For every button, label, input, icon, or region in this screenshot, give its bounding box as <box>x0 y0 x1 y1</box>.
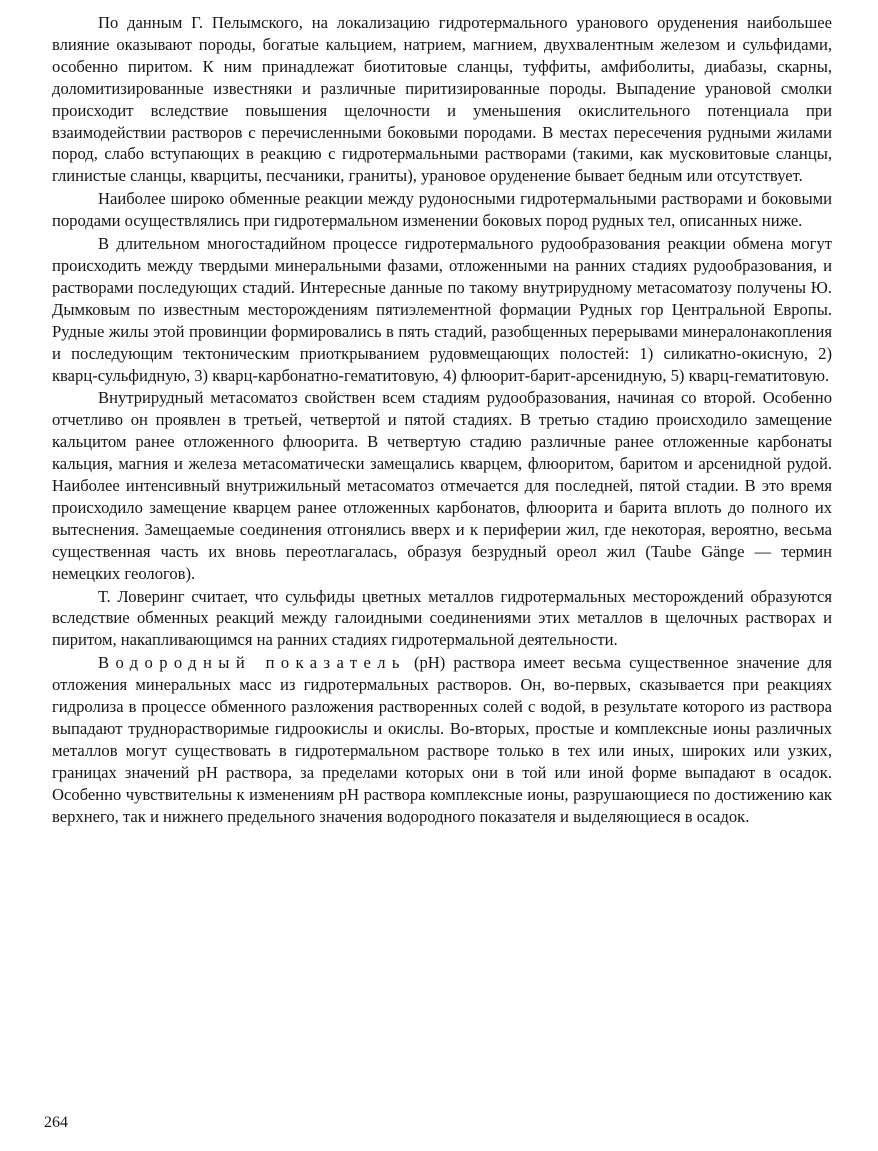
paragraph-ph <box>52 652 832 827</box>
paragraph: В длительном многостадийном процессе гидротермального рудообразования реакции обмена могут происходить между твердыми минеральными фазами, отложенными на ранних стадиях рудообразования, и растворами последующих стадий. Интересные данные по такому внутрирудному метасоматозу получены Ю. Дымковым по известным месторождениям пятиэлементной формации Рудных гор Центральной Европы. Рудные жилы этой провинции формировались в пять стадий, разобщенных перерывами минералонакопления и последующим тектоническим приоткрыванием рудовмещающих полостей: 1) силикатно-окисную, 2) кварц-сульфидную, 3) кварц-карбонатно-гематитовую, 4) флюорит-барит-арсенидную, 5) кварц-гематитовую. <box>52 234 832 385</box>
paragraph: По данным Г. Пелымского, на локализацию гидротермального уранового оруденения наибольшее влияние оказывают породы, богатые кальцием, натрием, магнием, двухвалентным железом и сульфидами, особенно пиритом. К ним принадлежат биотитовые сланцы, туффиты, амфиболиты, диабазы, скарны, доломитизированные известняки и различные пиритизированные породы. Выпадение урановой смолки происходит вследствие повышения щелочности и уменьшения окислительного потенциала при взаимодействии растворов с перечисленными боковыми породами. В местах пересечения рудными жилами пород, слабо вступающих в реакцию с гидротермальными растворами (такими, как мусковитовые сланцы, глинистые сланцы, кварциты, песчаники, граниты), урановое оруденение бывает бедным или отсутствует. <box>52 13 832 186</box>
paragraph-text: (pH) раствора имеет весьма существенное значение для отложения минеральных масс из гидротермальных растворов. Он, во-первых, сказывается при реакциях гидролиза в процессе обменного разложения растворенных солей с водой, в результате которого из раствора выпадают труднорастворимые гидроокислы и окислы. Во-вторых, простые и комплексные ионы различных металлов могут существовать в гидротермальном растворе только в тех или иных, широких или узких, границах значений pH раствора, за пределами которых они в той или иной форме выпадают в осадок. Особенно чувствительны к изменениям pH раствора комплексные ионы, разрушающиеся по достижению как верхнего, так и нижнего предельного значения водородного показателя и выделяющиеся в осадок. <box>52 653 832 826</box>
spaced-term: Водородный показатель <box>98 653 406 673</box>
paragraph: Наиболее широко обменные реакции между рудоносными гидротермальными растворами и боковыми породами осуществлялись при гидротермальном изменении боковых пород рудных тел, описанных ниже. <box>52 189 832 231</box>
paragraph: Внутрирудный метасоматоз свойствен всем стадиям рудообразования, начиная со второй. Особенно отчетливо он проявлен в третьей, четвертой и пятой стадиях. В третью стадию происходило замещение кальцитом ранее отложенного флюорита. В четвертую стадию различные ранее отложенные карбонаты кальция, магния и железа метасоматически замещались кварцем, флюоритом, баритом и арсенидной рудой. Наиболее интенсивный внутрижильный метасоматоз отмечается для последней, пятой стадии. В это время происходило замещение кварцем ранее отложенных карбонатов, флюорита и барита вплоть до полного их вытеснения. Замещаемые соединения отгонялись вверх и к периферии жил, где некоторая, вероятно, весьма существенная часть их вновь переотлагалась, образуя безрудный ореол жил (Taube Gänge — термин немецких геологов). <box>52 388 832 583</box>
page-body <box>52 12 832 828</box>
page-number: 264 <box>44 1114 68 1131</box>
paragraph: Т. Ловеринг считает, что сульфиды цветных металлов гидротермальных месторождений образуются вследствие обменных реакций между галоидными соединениями этих металлов в щелочных растворах и пиритом, накапливающимся на ранних стадиях гидротермальной деятельности. <box>52 586 832 650</box>
